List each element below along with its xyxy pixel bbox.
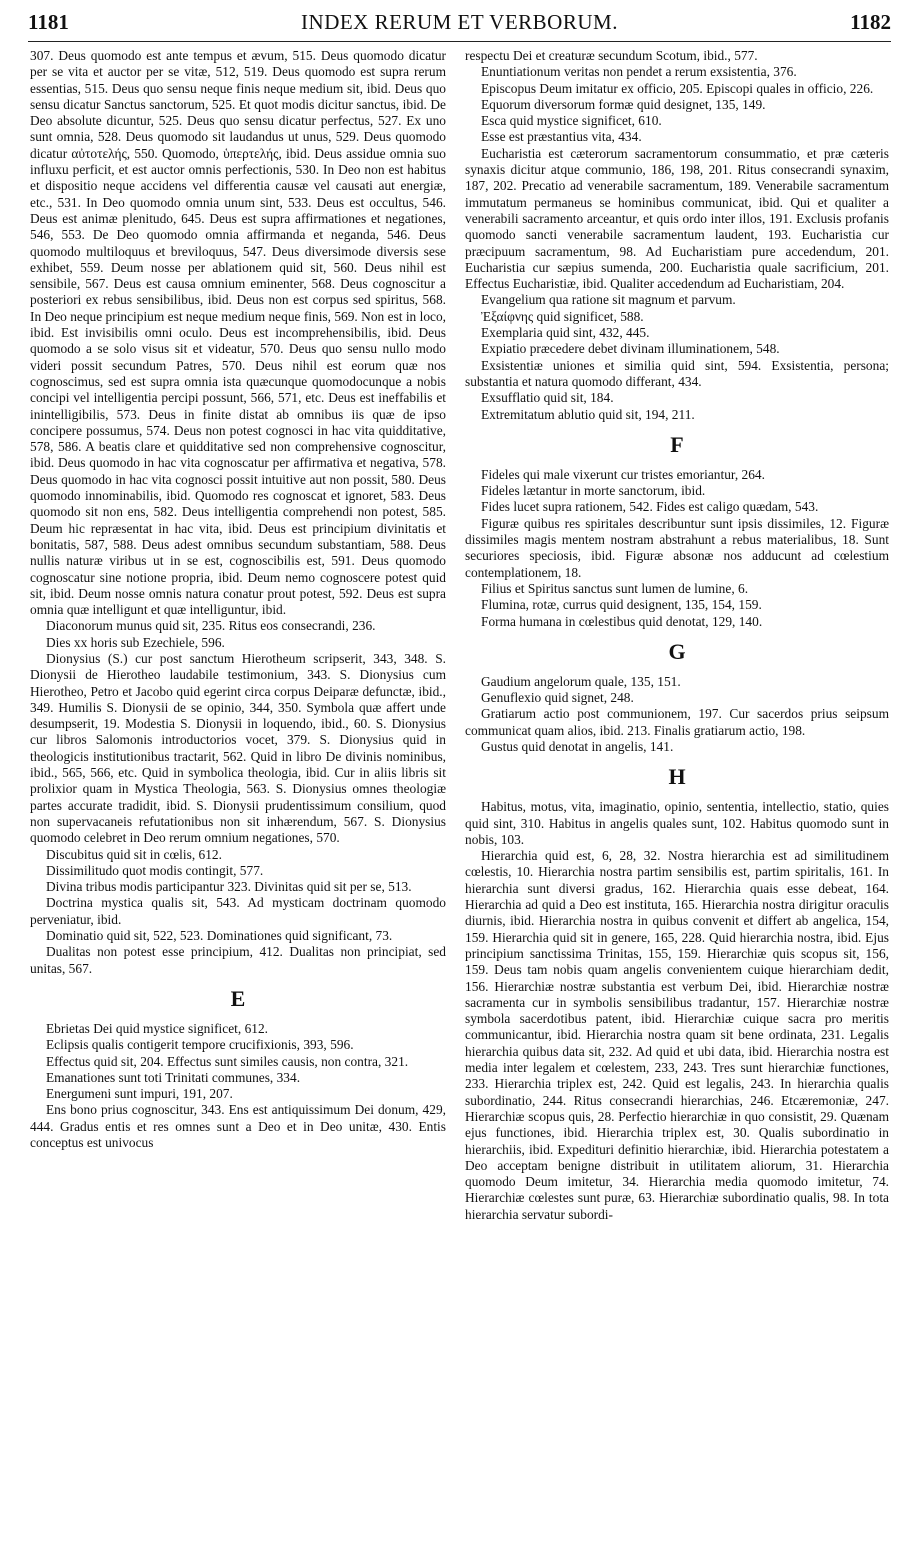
index-entry: Habitus, motus, vita, imaginatio, opinio, sententia, intellectio, statio, quies quid sint, 310. Habitus in angelis quales sunt, 102. Habitus quomodo sunt in nobis, 103. [465,799,889,847]
left-column [30,48,446,1151]
index-entry: Esse est præstantius vita, 434. [481,129,642,145]
index-entry: Diaconorum munus quid sit, 235. Ritus eos consecrandi, 236. [46,618,376,634]
index-entry: Energumeni sunt impuri, 191, 207. [46,1086,233,1102]
index-entry: Dies xx horis sub Ezechiele, 596. [46,634,225,650]
index-entry: Eclipsis qualis contigerit tempore crucifixionis, 393, 596. [46,1037,354,1053]
running-title: INDEX RERUM ET VERBORUM. [301,10,618,34]
index-entry: Emanationes sunt toti Trinitati communes, 334. [46,1069,301,1085]
index-entry: Exemplaria quid sint, 432, 445. [481,325,650,341]
index-entry: Ἐξαίφνης quid significet, 588. [481,308,644,324]
index-entry: Dualitas non potest esse principium, 412. Dualitas non principiat, sed unitas, 567. [30,944,446,976]
section-letter-g: G [668,638,686,664]
index-entry: Ens bono prius cognoscitur, 343. Ens est antiquissimum Dei donum, 429, 444. Gradus entis et res omnes sunt a Deo et in Deo unitæ, 430. Entis conceptus est univocus [30,1102,446,1150]
index-entry: Episcopus Deum imitatur ex officio, 205. Episcopi quales in officio, 226. [481,80,874,96]
index-entry: Filius et Spiritus sanctus sunt lumen de lumine, 6. [481,580,749,596]
index-entry: Extremitatum ablutio quid sit, 194, 211. [481,406,695,422]
index-entry: Dissimilitudo quot modis contingit, 577. [46,862,264,878]
index-entry: Evangelium qua ratione sit magnum et parvum. [481,292,736,308]
left-page-number: 1181 [28,10,69,34]
index-entry: Gratiarum actio post communionem, 197. Cur sacerdos prius seipsum communicat quam alios, ibid. 213. Finalis gratiarum actio, 198. [465,706,889,738]
index-entry: Gaudium angelorum quale, 135, 151. [481,673,681,689]
index-entry: Doctrina mystica qualis sit, 543. Ad mysticam doctrinam quomodo perveniatur, ibid. [30,895,446,927]
index-entry: Ebrietas Dei quid mystice significet, 612. [46,1020,269,1036]
section-letter-h: H [668,764,686,790]
index-entry: Hierarchia quid est, 6, 28, 32. Nostra hierarchia est ad similitudinem cœlestis, 10. Hierarchia nostra partim sensibilis est, partim spiritalis, 161. In hierarchia sunt diversi gradus, 162. Hierarchia quais esse debeat, 164. Hierarchia ad quid a Deo est instituta, 165. Hierarchia nostra dirigitur oraculis diurnis, ibid. Hierarchia nostra in quibus convenit et differt ab angelica, 154, 159. Hierarchia quid sit in genere, 165, 228. Quid hierarchia nostra, ibid. Ejus principium sanctissima Trinitas, 155, 159. Hierarchiæ quis scopus sit, 156, 159. Deus tam nobis quam angelis convenientem cuique hierarchiam dedit, 156. Hierarchiæ nostræ substantia est verbum Dei, ibid. Hierarchiæ nostræ sacramenta cur in symbolis sensibilibus tradantur, 157. Hierarchiæ nostræ symbola sacerdotibus patent, ibid. Hierarchiæ cuique sacra pro meritis communicantur, ibid. Hierarchia nostra quam sit bene ordinata, 231. Legalis hierarchia quibus data sit, 232. Ad quid et ubi data, ibid. Hierarchia nostra est media inter legalem et cœlestem, 233, 243. Tres sunt hierarchiæ functiones, 233. Hierarchia triplex est, 242. Quid est legalis, 243. In hierarchia qualis subordinatio, 244. Ritus consecrandi hierarchias, 246. Etcæremoniæ, 247. Hierarchiæ scopus quis, 28. Perfectio hierarchiæ in quo consistit, 29. Quænam ejus functiones, ibid. Hierarchia triplex est, 30. Qualis subordinatio in hierarchiis, ibid. Expedituri definitio hierarchiæ, ibid. Hierarchia potestatem a Deo acceptam benigne distribuit in utilitatem aliorum, 31. Hierarchia quomodo Deum imitetur, 34. Hierarchia media quomodo imitetur, 74. Hierarchiæ cœlestes sunt puræ, 63. Hierarchiæ subordinatio qualis, 98. In tota hierarchia servatur subordi- [465,848,889,1222]
index-entry: Forma humana in cœlestibus quid denotat, 129, 140. [481,613,763,629]
index-entry: Divina tribus modis participantur 323. Divinitas quid sit per se, 513. [46,879,412,895]
index-entry: Dominatio quid sit, 522, 523. Dominationes quid significant, 73. [46,928,393,944]
index-entry: Discubitus quid sit in cœlis, 612. [46,846,222,862]
index-entry: Enuntiationum veritas non pendet a rerum exsistentia, 376. [481,64,797,80]
index-entry: Dionysius (S.) cur post sanctum Hierotheum scripserit, 343, 348. S. Dionysii de Hierotheo laudabile testimonium, 343. S. Dionysius cum Hierotheo, Petro et Jacobo quid egerint circa corpus Deiparæ defunctæ, ibid., 349. Humilis S. Dionysii de se opinio, 344, 350. Symbola quæ affert unde desumpserit, 19. Modestia S. Dionysii in loquendo, ibid., 60. S. Dionysius cur libros Salomonis introductorios vocet, 379. S. Dionysius quid in theologicis institutionibus tractarit, 562. Quid in libro De divinis nominibus, ibid., 565, 566, etc. Quid in symbolica theologia, ibid. Cur in aliis libris sit prolixior quam in Mystica Theologia, 563. S. Dionysius omnes theologiæ partes accurate tradidit, ibid. S. Dionysii prudentissimum consilium, quod non supervacaneis refutationibus non sit inhærendum, 567. S. Dionysius quomodo celebret in Deo rerum omnium negationes, 570. [30,650,446,846]
index-entry: Equorum diversorum formæ quid designet, 135, 149. [481,96,766,112]
index-entry: Flumina, rotæ, currus quid designent, 135, 154, 159. [481,597,762,613]
index-entry: respectu Dei et creaturæ secundum Scotum, ibid., 577. [465,48,758,63]
page-header [28,8,891,38]
index-entry: 307. Deus quomodo est ante tempus et ævum, 515. Deus quomodo dicatur per se vita et auctor per se vitæ, 512, 519. Deus quomodo est supra rerum essentias, 515. Deus quo sensu neque finis neque medium sit, ibid. Deus quo sensu dicatur Sanctus sanctorum, 525. Et quot modis dicitur sanctus, ibid. De Deo absolute dicuntur, 525. Deus quo sensu dicatur perfectus, 527. Ex uno sunt omnia, 528. Deus quomodo sit laudandus ut unus, 529. Deus quomodo dicatur αὐτοτελής, 550. Quomodo, ὑπερτελής, ibid. Deus assidue omnia suo influxu perficit, et est auctor omnis perfectionis, 530. In Deo non est habitus et dispositio neque accidens vel differentia causæ vel causati aut energiæ, etc., 531. In Deo quomodo omnia unum sint, 533. Deus est occultus, 546. Deus est animæ plenitudo, 645. Deus est supra affirmationes et negationes, 546, 553. De Deo quomodo omnia affirmanda et neganda, 546. Deus quomodo multiloquus et breviloquus, 547. Deus diversimode diversis sese exhibet, 559. Deum nosse per ablationem quid sit, 560. Deus nihil est sensibile, 567. Deus est causa omnium eminenter, 568. Deus cognoscitur a posteriori ex rebus sensibilibus, ibid. Deus non est corpus sed spiritus, 568. In Deo neque principium est neque medium neque finis, 569. Non est in loco, ibid. Est invisibilis omni oculo. Deus est incomprehensibilis, ibid. Deus quomodo a se solo visus sit et videatur, 570. Deus quo sensu nullo modo videri possit secundum Patres, 570. Deus nihil est eorum quæ nos cognoscimus, sed est supra omnia ista quæcunque quomodocunque a nobis concipi vel intelligentia percipi possunt, 566, 571, etc. Deus est ineffabilis et inintelligibilis, 573. Deus in finite distat ab omnibus iis quæ de ipso concipere possumus, 574. Deus non potest cognosci in hac vita quidditative, 578, 586. A beatis clare et quidditative sed non comprehensive cognoscitur, ibid. Deus quomodo in hac vita cognoscatur per affirmativa et negativa, 578. Deus quomodo in hac vita cognosci possit intuitive aut non possit, 580. Deus quomodo innominabilis, ibid. Quomodo res cognoscat et ignoret, 583. Deus quomodo sit non ens, 582. Deus intelligentia comprehendi non potest, 585. Deum hic repræsentat in hac vita, ibid. Deus est principium divinitatis et bonitatis, 587, 588. Deus adest omnibus secundum substantiam, 588. Deus nullis naturæ viribus ut in se est, cognoscibilis est, 591. Deus quomodo cognoscatur sine notione propria, ibid. Deum nemo cognoscere potest quid sit, ibid. Deum nosse omnis natura conatur prout potest, 592. Deus est supra omnia quæ intelligunt et quæ intelliguntur, ibid. [30,48,446,618]
section-letter-f: F [670,431,684,457]
index-entry: Gustus quid denotat in angelis, 141. [481,738,674,754]
index-entry: Fideles qui male vixerunt cur tristes emoriantur, 264. [481,466,765,482]
index-entry: Figuræ quibus res spiritales describuntur sunt ipsis dissimiles, 12. Figuræ dissimiles magis mentem nostram abstrahunt a rebus materialibus, 18. Sunt securiores speciosis, ibid. Figuræ absonæ nos adducunt ad cœlestium contemplationem, 18. [465,515,889,580]
header-rule [28,41,891,42]
index-entry: Eucharistia est cæterorum sacramentorum consummatio, et præ cæteris synaxis dicitur atque communio, 186, 198, 201. Ritus consecrandi synaxim, 187, 202. Precatio ad venerabile sacramentum, 189. Venerabile sacramentum immutatum permaneus se hominibus communicat, ibid. Qui et qualiter a venerabili sacramento arceantur, et quis ordo inter illos, 191. Exclusis profanis quomodo sancti venerabile sacramentum laudent, 193. Eucharistia cur præcipuum sacramentum, 98. Ad Eucharistiam pure accedendum, 201. Eucharistia cur sæpius sumenda, 200. Eucharistia quale sacrificium, 201. Effectus Eucharistiæ, ibid. Qualiter accedendum ad Eucharistiam, 204. [465,145,889,292]
index-entry: Genuflexio quid signet, 248. [481,690,634,706]
index-entry: Expiatio præcedere debet divinam illuminationem, 548. [481,341,780,357]
index-entry: Exsufflatio quid sit, 184. [481,390,614,406]
right-page-number: 1182 [850,10,891,34]
index-entry: Esca quid mystice significet, 610. [481,113,662,129]
index-entry: Fides lucet supra rationem, 542. Fides est caligo quædam, 543. [481,499,819,515]
index-entry: Fideles lætantur in morte sanctorum, ibid. [481,483,706,499]
index-entry: Effectus quid sit, 204. Effectus sunt similes causis, non contra, 321. [46,1053,409,1069]
right-column [465,48,889,1223]
index-entry: Exsistentiæ uniones et similia quid sint, 594. Exsistentia, persona; substantia et natura quomodo differant, 434. [465,357,889,389]
section-letter-e: E [230,985,246,1011]
